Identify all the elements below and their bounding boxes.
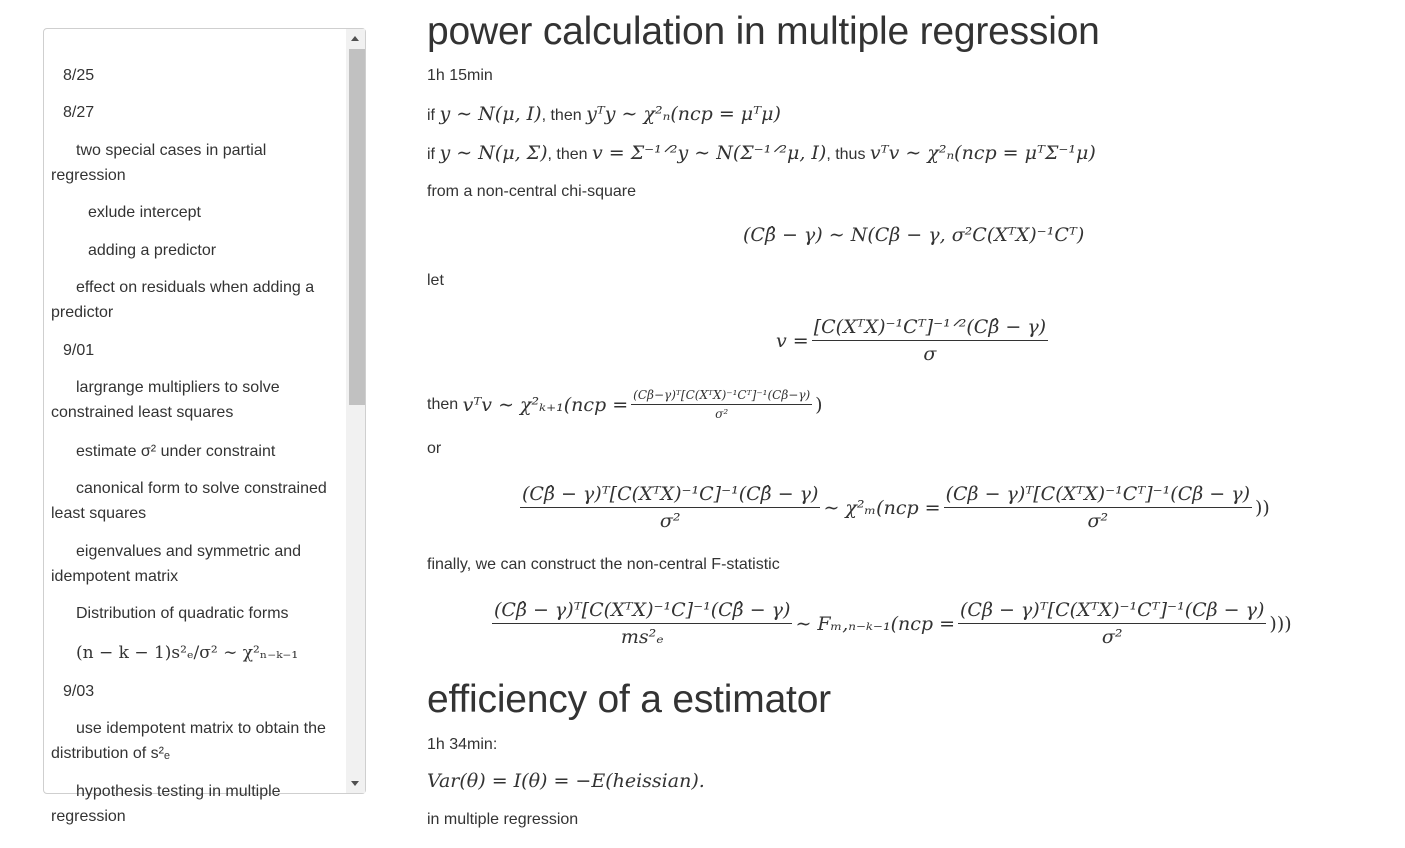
fraction xyxy=(958,599,1266,648)
fraction xyxy=(812,316,1048,365)
numerator: (Cβ − γ)ᵀ[C(XᵀX)⁻¹Cᵀ]⁻¹(Cβ − γ) xyxy=(958,599,1266,624)
toc-item[interactable]: 8/27 xyxy=(63,104,95,121)
time-note: 1h 15min xyxy=(427,67,493,84)
text: if xyxy=(427,146,435,163)
math-expression: )) xyxy=(1255,496,1270,519)
math-line-2 xyxy=(427,142,1096,164)
scroll-thumb[interactable] xyxy=(349,49,365,405)
math-inline: y ∼ N(μ, Σ) xyxy=(439,142,548,164)
toc-item[interactable]: adding a predictor xyxy=(88,242,217,259)
main-content xyxy=(427,0,1397,848)
display-equation-5 xyxy=(489,599,1292,648)
numerator: (Cβ̂ − γ)ᵀ[C(XᵀX)⁻¹C]⁻¹(Cβ̂ − γ) xyxy=(520,483,820,508)
fraction xyxy=(492,599,792,648)
denominator: σ² xyxy=(659,510,681,532)
text: then xyxy=(427,395,459,413)
toc-item[interactable]: exlude intercept xyxy=(88,204,201,221)
toc-item[interactable]: eigenvalues and symmetric and idempotent matrix xyxy=(51,543,302,585)
math-expression: (Cβ̂ − γ) ∼ N(Cβ − γ, σ²C(XᵀX)⁻¹Cᵀ) xyxy=(743,224,1085,246)
math-line-1 xyxy=(427,103,781,125)
math-line: Var(θ) = I(θ) = −E(heissian). xyxy=(427,770,705,792)
math-inline: vᵀv ∼ χ²ₙ(ncp = μᵀΣ⁻¹μ) xyxy=(869,142,1096,164)
paragraph: or xyxy=(427,440,442,457)
denominator: σ² xyxy=(1101,626,1123,648)
toc-item[interactable]: largrange multipliers to solve constrained least squares xyxy=(51,379,280,421)
numerator: [C(XᵀX)⁻¹Cᵀ]⁻¹ᐟ²(Cβ̂ − γ) xyxy=(812,316,1048,341)
math-inline: yᵀy ∼ χ²ₙ(ncp = μᵀμ) xyxy=(586,103,781,125)
toc-item[interactable]: 8/25 xyxy=(63,67,95,84)
scroll-down-arrow-icon[interactable] xyxy=(351,781,359,786)
toc-item[interactable]: 9/01 xyxy=(63,342,95,359)
fraction xyxy=(631,388,812,421)
paragraph: let xyxy=(427,272,444,289)
toc-item[interactable]: (n − k − 1)s²ₑ/σ² ∼ χ²ₙ₋ₖ₋₁ xyxy=(76,643,299,663)
time-note: 1h 34min: xyxy=(427,736,498,753)
section-title-efficiency: efficiency of a estimator xyxy=(427,678,831,721)
text: , then xyxy=(541,107,582,124)
numerator: (Cβ̂ − γ)ᵀ[C(XᵀX)⁻¹C]⁻¹(Cβ̂ − γ) xyxy=(492,599,792,624)
math-expression: ∼ χ²ₘ(ncp = xyxy=(823,496,941,519)
math-expression: ∼ Fₘ,ₙ₋ₖ₋₁(ncp = xyxy=(795,612,955,635)
math-expression: v = xyxy=(776,329,809,352)
math-line-3 xyxy=(427,388,823,421)
text: if xyxy=(427,107,435,124)
numerator: (Cβ−γ)ᵀ[C(XᵀX)⁻¹Cᵀ]⁻¹(Cβ−γ) xyxy=(631,388,812,405)
toc-item[interactable]: canonical form to solve constrained least squares xyxy=(51,480,327,522)
display-equation-2 xyxy=(776,316,1051,365)
math-expression: ))) xyxy=(1269,612,1292,635)
text: , thus xyxy=(826,146,866,163)
math-inline: vᵀv ∼ χ²ₖ₊₁(ncp = xyxy=(462,393,629,416)
display-equation-1 xyxy=(743,224,1084,246)
toc-item[interactable]: estimate σ² under constraint xyxy=(76,443,276,460)
toc-list xyxy=(44,29,346,825)
toc-item[interactable]: Distribution of quadratic forms xyxy=(76,605,289,622)
paragraph: from a non-central chi-square xyxy=(427,183,636,200)
denominator: σ² xyxy=(1087,510,1109,532)
paragraph: in multiple regression xyxy=(427,811,579,828)
section-title-power: power calculation in multiple regression xyxy=(427,10,1100,53)
denominator: ms²ₑ xyxy=(620,626,664,648)
text: , then xyxy=(547,146,588,163)
toc-item[interactable]: two special cases in partial regression xyxy=(51,142,267,184)
toc-item[interactable]: effect on residuals when adding a predictor xyxy=(51,279,315,321)
math-inline: v = Σ⁻¹ᐟ²y ∼ N(Σ⁻¹ᐟ²μ, I) xyxy=(591,142,827,164)
toc-scrollbar[interactable] xyxy=(346,29,365,793)
display-equation-4 xyxy=(517,483,1270,532)
denominator: σ xyxy=(923,343,937,365)
math-inline: ) xyxy=(815,393,823,416)
numerator: (Cβ − γ)ᵀ[C(XᵀX)⁻¹Cᵀ]⁻¹(Cβ − γ) xyxy=(944,483,1252,508)
denominator: σ² xyxy=(715,407,729,421)
fraction xyxy=(944,483,1252,532)
toc-item[interactable]: use idempotent matrix to obtain the distribution of s²ₑ xyxy=(51,720,326,762)
paragraph: finally, we can construct the non-central F-statistic xyxy=(427,556,780,573)
toc-item[interactable]: 9/03 xyxy=(63,683,95,700)
fraction xyxy=(520,483,820,532)
table-of-contents xyxy=(43,28,366,825)
toc-item[interactable]: hypothesis testing in multiple regression xyxy=(51,783,281,825)
scroll-up-arrow-icon[interactable] xyxy=(351,36,359,41)
math-inline: y ∼ N(μ, I) xyxy=(439,103,542,125)
